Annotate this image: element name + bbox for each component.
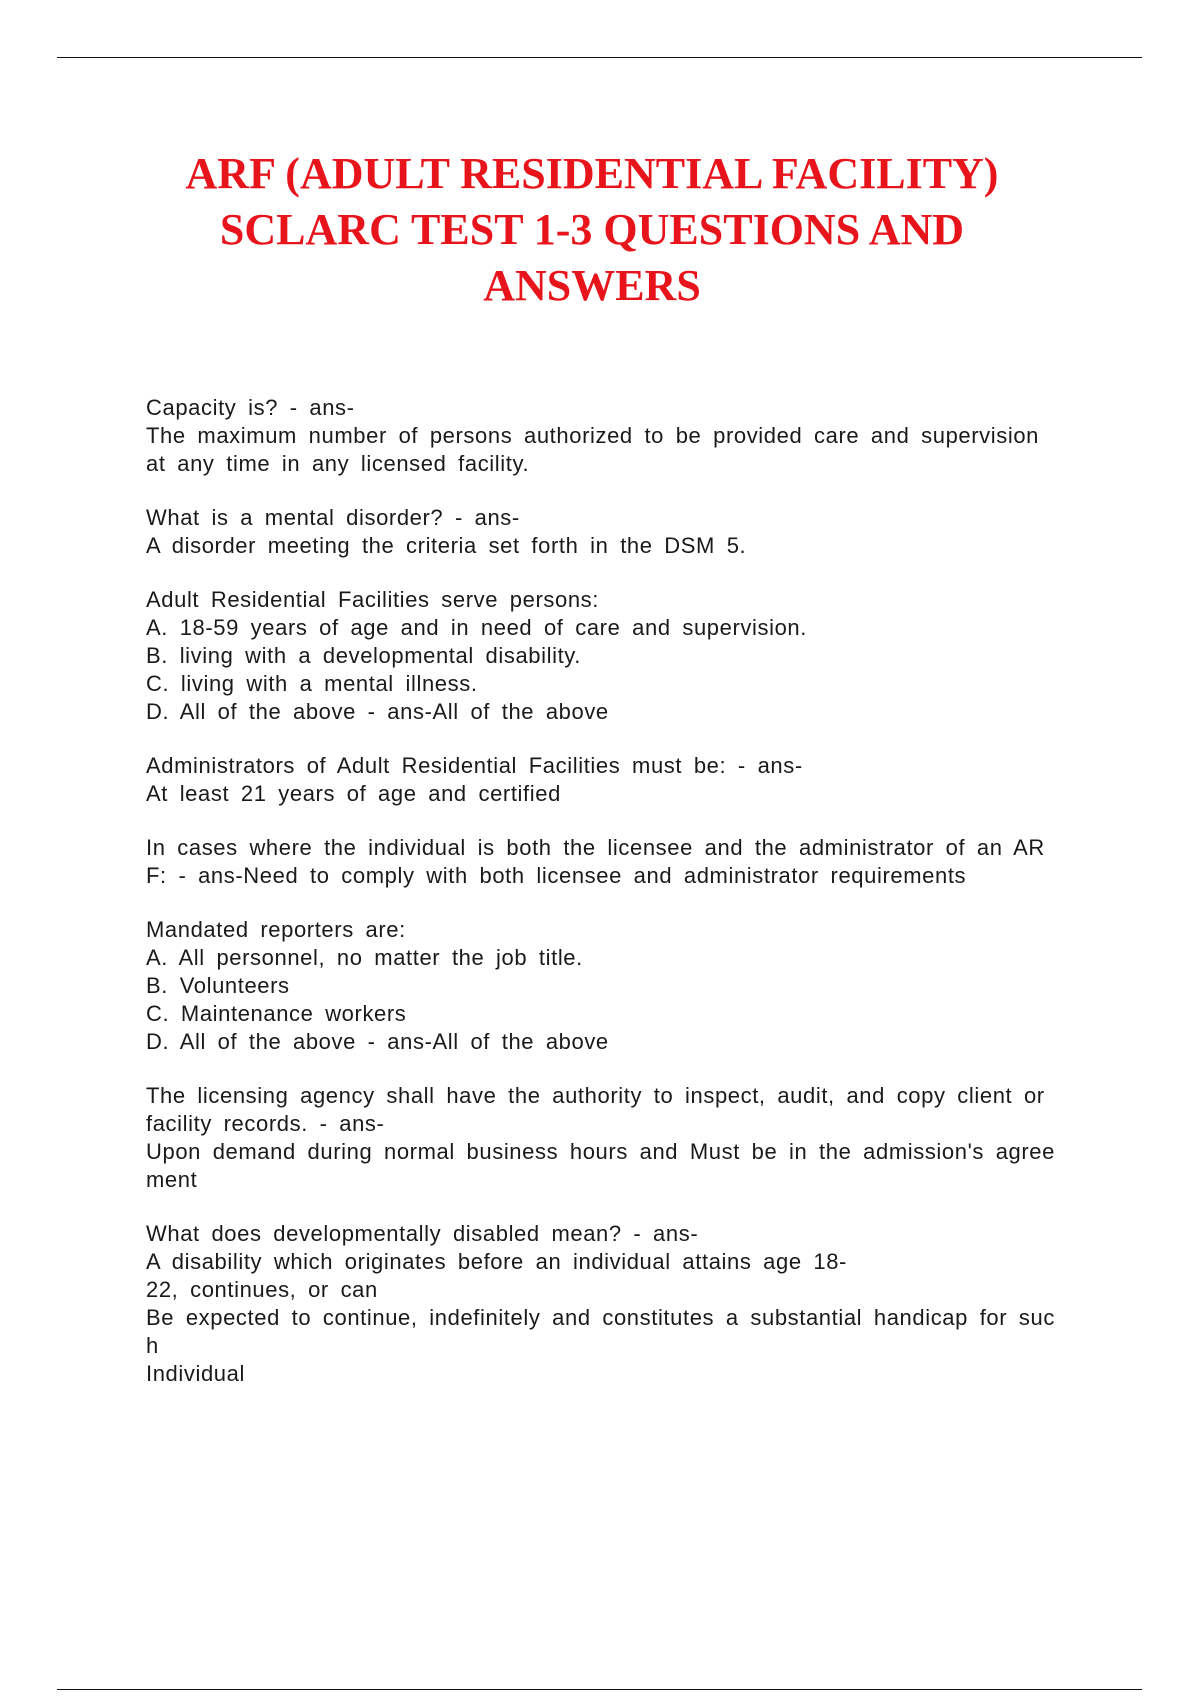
answer-text: A disorder meeting the criteria set forth in the DSM 5. [146,533,747,558]
option-text: B. living with a developmental disability. [146,643,581,668]
question-text: Mandated reporters are: [146,917,406,942]
option-answer-text: D. All of the above - ans-All of the above [146,699,609,724]
question-text: Administrators of Adult Residential Facilities must be: - ans- [146,753,803,778]
qa-item-mandated-reporters [146,916,1091,1056]
option-text: C. Maintenance workers [146,1001,407,1026]
qa-item-capacity [146,394,1091,478]
answer-text: F: - ans-Need to comply with both licensee and administrator requirements [146,863,967,888]
answer-text: The maximum number of persons authorized to be provided care and supervision [146,423,1040,448]
document-title [100,146,1084,314]
answer-text: 22, continues, or can [146,1277,378,1302]
answer-text: at any time in any licensed facility. [146,451,530,476]
qa-item-licensee-administrator [146,834,1091,890]
bottom-rule [57,1689,1142,1690]
answer-text: Be expected to continue, indefinitely and constitutes a substantial handicap for suc [146,1305,1055,1330]
qa-list [146,394,1091,1414]
answer-text: Individual [146,1361,245,1386]
option-text: C. living with a mental illness. [146,671,478,696]
question-text: Adult Residential Facilities serve persons: [146,587,599,612]
top-rule [57,57,1142,58]
answer-text: h [146,1333,159,1358]
question-text: facility records. - ans- [146,1111,385,1136]
question-text: In cases where the individual is both the licensee and the administrator of an AR [146,835,1045,860]
title-line: ARF (ADULT RESIDENTIAL FACILITY) [185,149,999,198]
question-text: What does developmentally disabled mean? - ans- [146,1221,699,1246]
question-text: Capacity is? - ans- [146,395,355,420]
qa-item-developmentally-disabled [146,1220,1091,1388]
qa-item-administrators [146,752,1091,808]
qa-item-licensing-agency [146,1082,1091,1194]
qa-item-arf-serve [146,586,1091,726]
title-line: SCLARC TEST 1-3 QUESTIONS AND [219,205,965,254]
option-answer-text: D. All of the above - ans-All of the above [146,1029,609,1054]
question-text: What is a mental disorder? - ans- [146,505,520,530]
answer-text: At least 21 years of age and certified [146,781,561,806]
question-text: The licensing agency shall have the authority to inspect, audit, and copy client or [146,1083,1045,1108]
answer-text: ment [146,1167,198,1192]
option-text: B. Volunteers [146,973,290,998]
answer-text: A disability which originates before an individual attains age 18- [146,1249,847,1274]
option-text: A. 18-59 years of age and in need of care and supervision. [146,615,807,640]
answer-text: Upon demand during normal business hours and Must be in the admission's agree [146,1139,1055,1164]
qa-item-mental-disorder [146,504,1091,560]
title-line: ANSWERS [483,261,701,310]
option-text: A. All personnel, no matter the job title. [146,945,583,970]
